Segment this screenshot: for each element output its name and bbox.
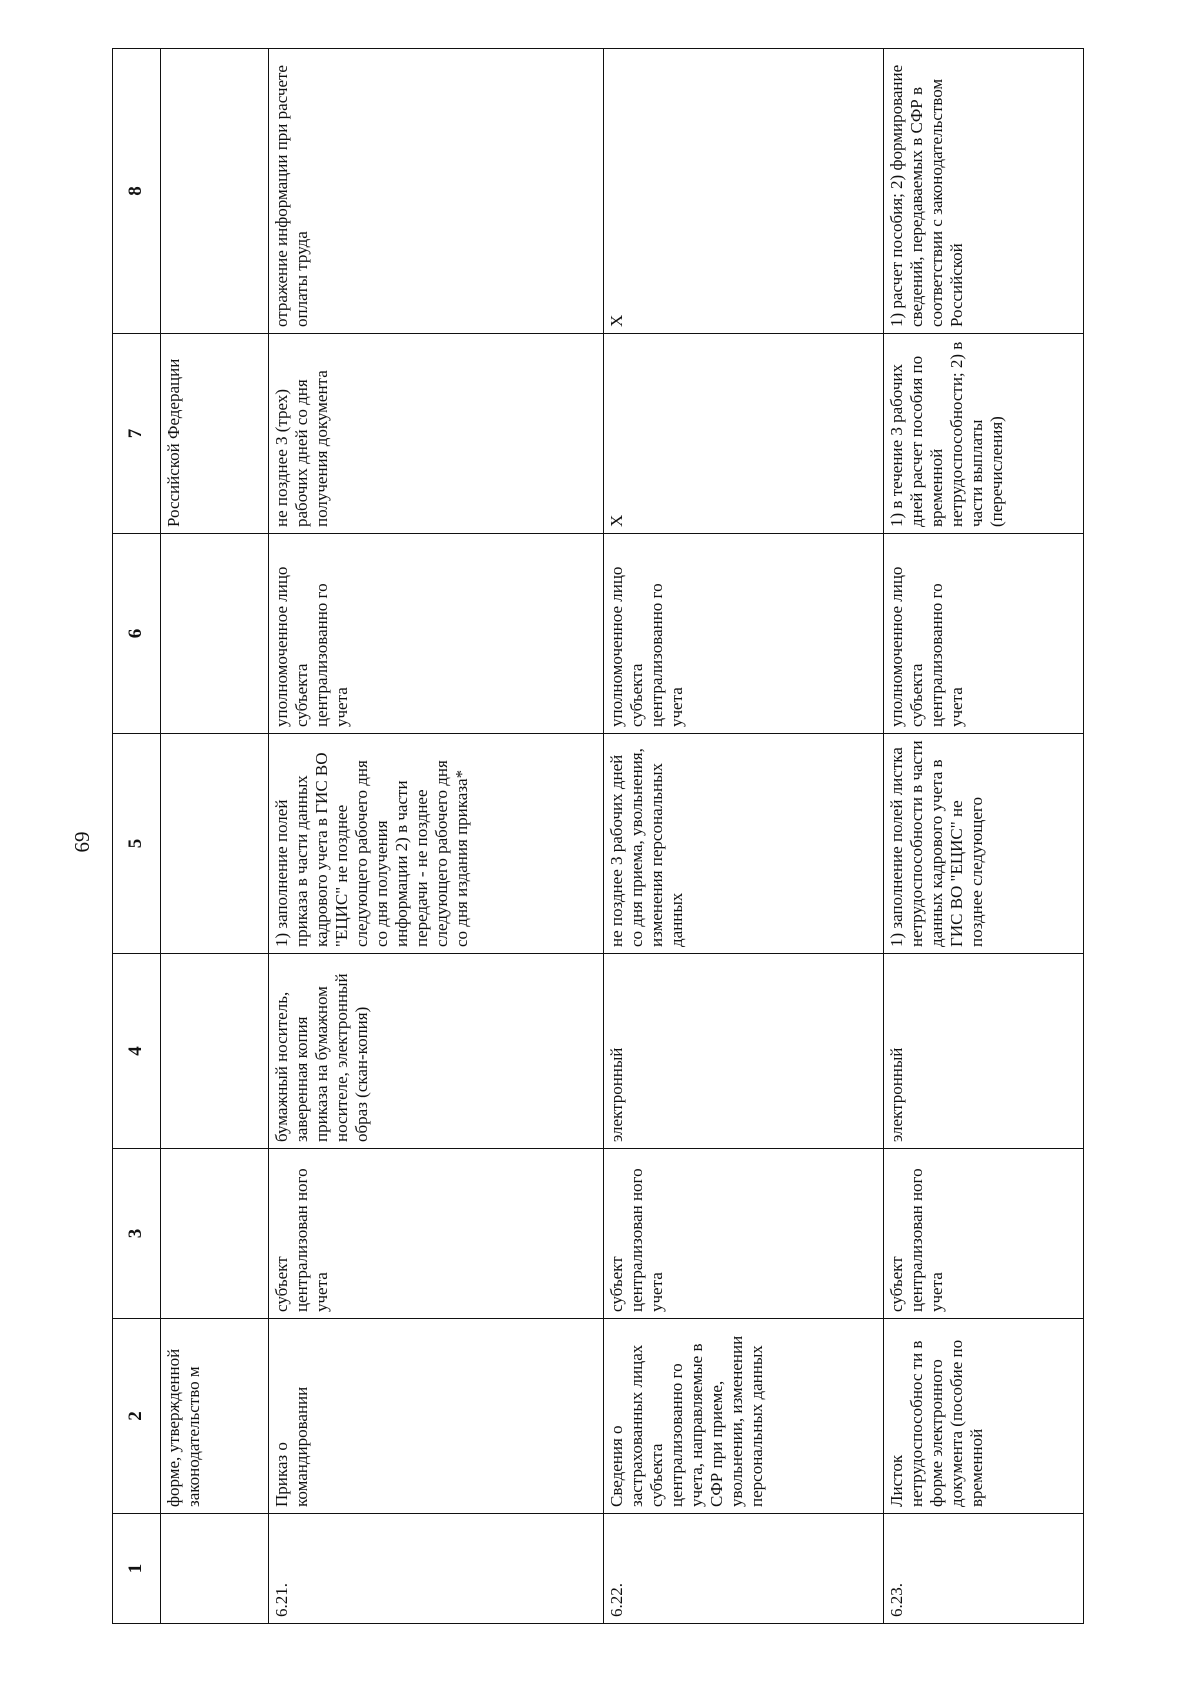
table-cell: [161, 734, 269, 954]
table-cell: не позднее 3 (трех) рабочих дней со дня получения документа: [269, 334, 604, 534]
table-cell: Сведения о застрахованных лицах субъекта централизованно го учета, направляемые в СФР при приеме, увольнении, изменении персональных данных: [604, 1319, 884, 1514]
table-cell: Приказ о командировании: [269, 1319, 604, 1514]
table-cell: Х: [604, 334, 884, 534]
table-cell: 1) заполнение полей приказа в части данных кадрового учета в ГИС ВО "ЕЦИС" не позднее следующего рабочего дня со дня получения информации 2) в части передачи - не позднее следующего рабочего дня со дня издания приказа*: [269, 734, 604, 954]
table-cell: [161, 1514, 269, 1624]
table-cell: не позднее 3 рабочих дней со дня приема, увольнения, изменения персональных данных: [604, 734, 884, 954]
table-cell: 1) заполнение полей листка нетрудоспособности в части данных кадрового учета в ГИС ВО "ЕЦИС" не позднее следующего: [884, 734, 1084, 954]
column-number: 3: [113, 1149, 161, 1319]
table-cell: уполномоченное лицо субъекта централизованно го учета: [269, 534, 604, 734]
table-cell: [161, 534, 269, 734]
table-cell: Листок нетрудоспособнос ти в форме электронного документа (пособие по временной: [884, 1319, 1084, 1514]
column-number: 4: [113, 954, 161, 1149]
table-cell: субъект централизован ного учета: [884, 1149, 1084, 1319]
table-cell: форме, утвержденной законодательство м: [161, 1319, 269, 1514]
page-number: 69: [70, 831, 94, 853]
column-number: 2: [113, 1319, 161, 1514]
column-number: 6: [113, 534, 161, 734]
table-cell: бумажный носитель, заверенная копия приказа на бумажном носителе, электронный образ (скан-копия): [269, 954, 604, 1149]
table-cell: 6.22.: [604, 1514, 884, 1624]
table-cell: [161, 954, 269, 1149]
table-row: [161, 49, 269, 1624]
rotated-table-container: [112, 49, 1007, 1624]
register-table: [112, 48, 1084, 1624]
table-row: [884, 49, 1084, 1624]
column-number: 8: [113, 49, 161, 334]
table-cell: электронный: [604, 954, 884, 1149]
table-cell: уполномоченное лицо субъекта централизованно го учета: [884, 534, 1084, 734]
table-header-row: [113, 49, 161, 1624]
table-cell: [161, 1149, 269, 1319]
table-cell: [161, 49, 269, 334]
table-cell: 1) расчет пособия; 2) формирование сведений, передаваемых в СФР в соответствии с законодательством Российской: [884, 49, 1084, 334]
column-number: 1: [113, 1514, 161, 1624]
table-cell: электронный: [884, 954, 1084, 1149]
table-cell: 6.21.: [269, 1514, 604, 1624]
table-cell: субъект централизован ного учета: [269, 1149, 604, 1319]
table-cell: 1) в течение 3 рабочих дней расчет пособия по временной нетрудоспособности; 2) в части выплаты (перечисления): [884, 334, 1084, 534]
table-cell: субъект централизован ного учета: [604, 1149, 884, 1319]
table-cell: уполномоченное лицо субъекта централизованно го учета: [604, 534, 884, 734]
table-row: [269, 49, 604, 1624]
table-cell: Х: [604, 49, 884, 334]
table-cell: отражение информации при расчете оплаты труда: [269, 49, 604, 334]
column-number: 5: [113, 734, 161, 954]
column-number: 7: [113, 334, 161, 534]
table-row: [604, 49, 884, 1624]
table-cell: Российской Федерации: [161, 334, 269, 534]
table-cell: 6.23.: [884, 1514, 1084, 1624]
